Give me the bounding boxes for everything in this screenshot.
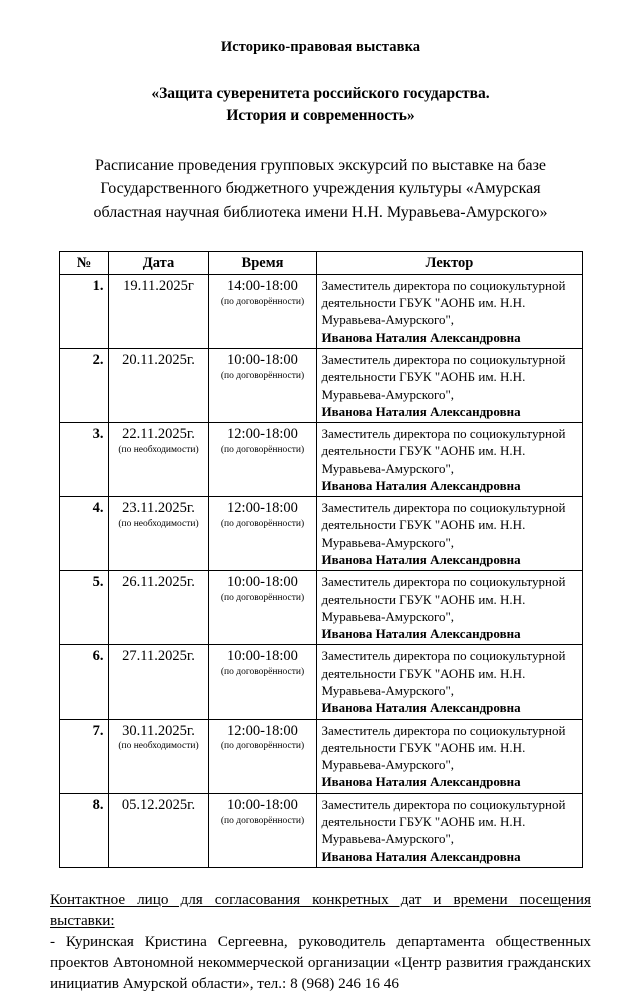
time-note: (по договорённости) [220,370,305,381]
date-value: 23.11.2025г. [122,500,195,517]
time-note: (по договорённости) [220,667,305,678]
lecturer-role-line-1: Заместитель директора по социокультурной [321,351,566,367]
date-value: 30.11.2025г. [122,722,195,739]
lecturer-name: Иванова Наталия Александровна [321,700,521,716]
exhibition-subtitle [50,56,591,127]
contact-footer [50,868,591,995]
lecturer-role-line-2: деятельности ГБУК "АОНБ им. Н.Н. [321,665,526,681]
time-value: 12:00-18:00 [227,500,298,517]
lecturer-role-line-2: деятельности ГБУК "АОНБ им. Н.Н. [321,369,526,385]
time-note: (по договорённости) [220,444,305,455]
row-time-cell [208,571,316,645]
row-time-cell [208,645,316,719]
intro-line-2: Государственного бюджетного учреждения культуры «Амурская [100,180,541,198]
row-time-cell [208,274,316,348]
lecturer-role-line-3: Муравьева-Амурского", [321,312,455,328]
lecturer-role-line-1: Заместитель директора по социокультурной [321,574,566,590]
lecturer-role-line-3: Муравьева-Амурского", [321,608,455,624]
lecturer-name: Иванова Наталия Александровна [321,477,521,493]
lecturer-role-line-1: Заместитель директора по социокультурной [321,648,566,664]
row-number-cell: 6. [59,645,108,719]
row-number-cell: 8. [59,793,108,867]
time-value: 12:00-18:00 [227,722,298,739]
schedule-table-wrapper [50,224,591,868]
table-row [59,571,582,645]
date-note: (по необходимости) [118,519,199,530]
lecturer-name: Иванова Наталия Александровна [321,848,521,864]
lecturer-role-line-3: Муравьева-Амурского", [321,683,455,698]
lecturer-name: Иванова Наталия Александровна [321,403,521,419]
date-note: (по необходимости) [118,741,199,752]
time-value: 10:00-18:00 [227,574,298,591]
row-lecturer-cell [316,793,582,867]
subtitle-line-2: История и современность» [226,107,415,125]
lecturer-role-line-3: Муравьева-Амурского", [321,831,455,847]
row-lecturer-cell [316,497,582,571]
table-row [59,497,582,571]
time-value: 10:00-18:00 [227,648,298,665]
time-note: (по договорённости) [220,815,305,826]
lecturer-name: Иванова Наталия Александровна [321,552,521,568]
lecturer-role-line-2: деятельности ГБУК "АОНБ им. Н.Н. [321,739,526,755]
table-header [59,251,582,274]
lecturer-name: Иванова Наталия Александровна [321,626,521,642]
row-date-cell [108,719,208,793]
lecturer-role-line-1: Заместитель директора по социокультурной [321,500,566,516]
intro-line-3: областная научная библиотека имени Н.Н. Муравьева-Амурского» [93,203,548,221]
subtitle-line-1: «Защита суверенитета российского государства. [151,85,490,103]
lecturer-role-line-3: Муравьева-Амурского", [321,386,455,402]
lecturer-role-line-3: Муравьева-Амурского", [321,534,455,550]
row-date-cell [108,793,208,867]
row-number-cell: 4. [59,497,108,571]
column-header-date: Дата [108,251,208,274]
row-date-cell [108,274,208,348]
excursion-schedule-table [59,251,583,868]
row-lecturer-cell [316,645,582,719]
time-value: 10:00-18:00 [227,796,298,813]
row-number-cell: 1. [59,274,108,348]
table-header-row [59,251,582,274]
lecturer-role-line-2: деятельности ГБУК "АОНБ им. Н.Н. [321,591,526,607]
row-date-cell [108,645,208,719]
contact-details-text: - Куринская Кристина Сергеевна, руководитель департамента общественных проектов Автономной некоммерческой организации «Центр развития гражданских инициатив Амурской области», тел.: 8 (968) 246 16 46 [50,932,591,992]
time-note: (по договорённости) [220,296,305,307]
lecturer-role-line-1: Заместитель директора по социокультурной [321,277,566,293]
time-value: 12:00-18:00 [227,426,298,443]
table-row [59,274,582,348]
schedule-intro [50,127,591,224]
row-lecturer-cell [316,348,582,422]
time-note: (по договорённости) [220,593,305,604]
lecturer-role-line-3: Муравьева-Амурского", [321,460,455,476]
lecturer-role-line-1: Заместитель директора по социокультурной [321,796,566,812]
row-date-cell [108,571,208,645]
row-time-cell [208,793,316,867]
row-lecturer-cell [316,423,582,497]
column-header-number: № [59,251,108,274]
lecturer-role-line-3: Муравьева-Амурского", [321,757,455,773]
page-title: Историко-правовая выставка [220,39,421,55]
intro-line-1: Расписание проведения групповых экскурсий по выставке на базе [94,157,546,175]
row-time-cell [208,719,316,793]
table-body [59,274,582,867]
date-value: 20.11.2025г. [122,351,195,368]
row-number-cell: 3. [59,423,108,497]
date-note: (по необходимости) [118,444,199,455]
time-note: (по договорённости) [220,519,305,530]
lecturer-role-line-2: деятельности ГБУК "АОНБ им. Н.Н. [321,517,526,533]
row-date-cell [108,497,208,571]
contact-lead-text: Контактное лицо для согласования конкретных дат и времени посещения выставки: [50,890,591,929]
date-value: 26.11.2025г. [122,574,195,591]
date-value: 19.11.2025г [123,277,194,294]
row-number-cell: 7. [59,719,108,793]
table-row [59,645,582,719]
row-date-cell [108,423,208,497]
time-value: 14:00-18:00 [227,277,298,294]
row-number-cell: 5. [59,571,108,645]
date-value: 05.12.2025г. [121,796,196,813]
table-row [59,423,582,497]
column-header-lecturer: Лектор [316,251,582,274]
lecturer-name: Иванова Наталия Александровна [321,774,521,790]
table-row [59,719,582,793]
row-lecturer-cell [316,274,582,348]
row-time-cell [208,497,316,571]
lecturer-name: Иванова Наталия Александровна [321,329,521,345]
column-header-time: Время [208,251,316,274]
lecturer-role-line-1: Заместитель директора по социокультурной [321,722,566,738]
row-lecturer-cell [316,571,582,645]
date-value: 22.11.2025г. [122,426,195,443]
row-time-cell [208,348,316,422]
time-value: 10:00-18:00 [227,351,298,368]
row-time-cell [208,423,316,497]
table-row [59,793,582,867]
lecturer-role-line-2: деятельности ГБУК "АОНБ им. Н.Н. [321,813,526,829]
lecturer-role-line-1: Заместитель директора по социокультурной [321,426,566,442]
row-number-cell: 2. [59,348,108,422]
date-value: 27.11.2025г. [122,648,195,665]
lecturer-role-line-2: деятельности ГБУК "АОНБ им. Н.Н. [321,295,526,311]
row-lecturer-cell [316,719,582,793]
table-row [59,348,582,422]
time-note: (по договорённости) [220,741,305,752]
lecturer-role-line-2: деятельности ГБУК "АОНБ им. Н.Н. [321,443,526,459]
row-date-cell [108,348,208,422]
